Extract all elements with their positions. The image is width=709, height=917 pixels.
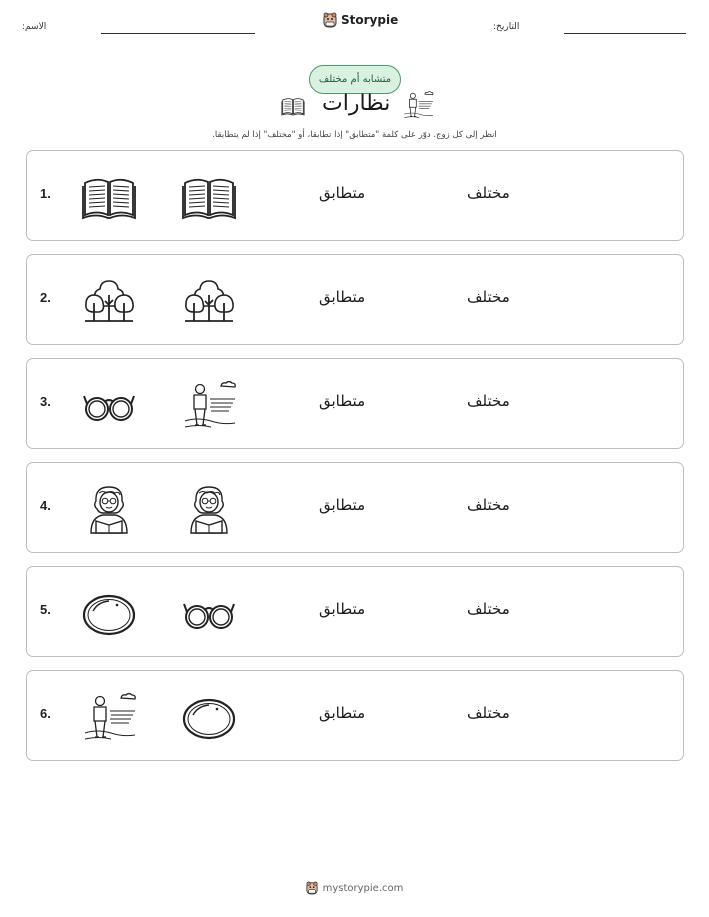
- exercise-row-6: [26, 670, 684, 761]
- date-line[interactable]: [564, 33, 686, 34]
- book-icon: [81, 169, 137, 225]
- same-option[interactable]: متطابق: [319, 600, 366, 618]
- trees-icon: [81, 273, 137, 329]
- book-icon: [278, 94, 308, 118]
- row-number: 2.: [40, 290, 51, 305]
- boy-at-lake-icon: [402, 89, 434, 121]
- same-option[interactable]: متطابق: [319, 392, 366, 410]
- category-badge: متشابه أم مختلف: [309, 65, 401, 94]
- lens-icon: [181, 689, 237, 745]
- different-option[interactable]: مختلف: [467, 704, 510, 722]
- name-label: الاسم:: [22, 22, 47, 32]
- different-option[interactable]: مختلف: [467, 184, 510, 202]
- exercise-row-4: [26, 462, 684, 553]
- name-line[interactable]: [101, 33, 255, 34]
- title-block: [278, 91, 438, 121]
- same-option[interactable]: متطابق: [319, 184, 366, 202]
- instructions: انظر إلى كل زوج. دوّر على كلمة "متطابق" إذا تطابقا، أو "مختلف" إذا لم يتطابقا.: [212, 130, 497, 140]
- different-option[interactable]: مختلف: [467, 600, 510, 618]
- different-option[interactable]: مختلف: [467, 496, 510, 514]
- storypie-logo: [323, 12, 398, 28]
- boy-at-lake-icon: [81, 689, 137, 745]
- same-option[interactable]: متطابق: [319, 704, 366, 722]
- glasses-icon: [181, 585, 237, 641]
- row-number: 5.: [40, 602, 51, 617]
- exercise-row-1: [26, 150, 684, 241]
- exercise-row-5: [26, 566, 684, 657]
- different-option[interactable]: مختلف: [467, 288, 510, 306]
- footer-url[interactable]: mystorypie.com: [322, 882, 404, 894]
- different-option[interactable]: مختلف: [467, 392, 510, 410]
- grandma-reading-icon: [81, 481, 137, 537]
- same-option[interactable]: متطابق: [319, 496, 366, 514]
- same-option[interactable]: متطابق: [319, 288, 366, 306]
- row-number: 3.: [40, 394, 51, 409]
- boy-at-lake-icon: [181, 377, 237, 433]
- date-label: التاريخ:: [493, 22, 520, 32]
- brand-name: Storypie: [341, 13, 399, 27]
- book-icon: [181, 169, 237, 225]
- grandma-reading-icon: [181, 481, 237, 537]
- storypie-mascot-icon: [306, 881, 318, 895]
- footer: [0, 881, 709, 895]
- row-number: 6.: [40, 706, 51, 721]
- glasses-icon: [81, 377, 137, 433]
- page-title: نظارات: [322, 91, 391, 116]
- lens-icon: [81, 585, 137, 641]
- trees-icon: [181, 273, 237, 329]
- exercise-row-3: [26, 358, 684, 449]
- row-number: 1.: [40, 186, 51, 201]
- exercise-row-2: [26, 254, 684, 345]
- storypie-mascot-icon: [323, 12, 337, 28]
- row-number: 4.: [40, 498, 51, 513]
